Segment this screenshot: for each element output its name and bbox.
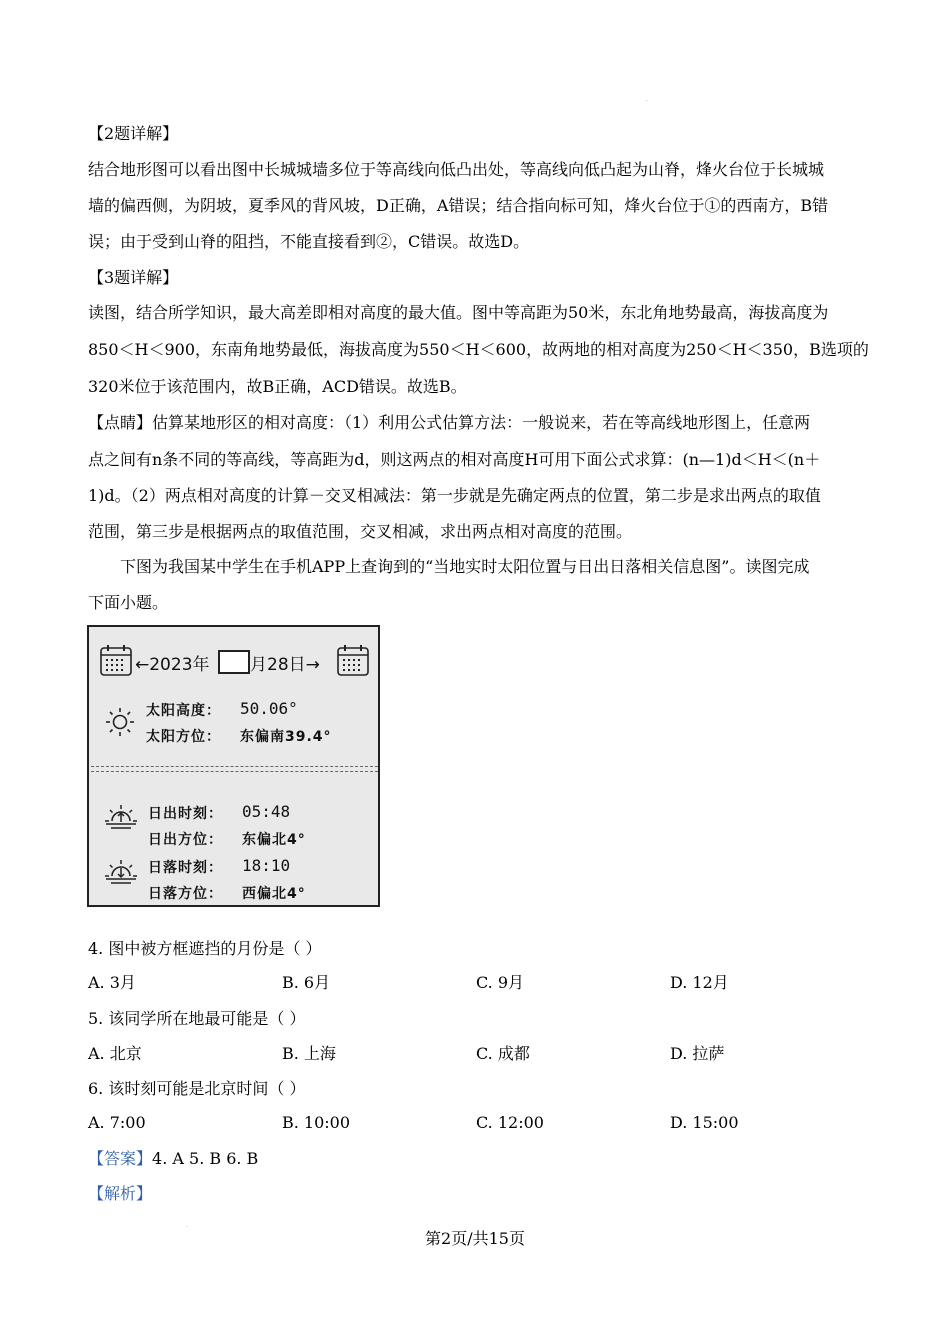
scan-speck: .	[186, 1222, 188, 1229]
tip-line-2: 点之间有n条不同的等高线，等高距为d，则这两点的相对高度H可用下面公式求算：(n—1)d＜H＜(n＋	[88, 450, 821, 469]
sunset-time-label: 日落时刻：	[148, 860, 223, 876]
q2-line-3: 误；由于受到山脊的阻挡，不能直接看到②，C错误。故选D。	[88, 232, 530, 251]
question-5-option-b: B. 上海	[282, 1044, 336, 1063]
sun-altitude-label: 太阳高度：	[146, 703, 221, 719]
intro-line-1: 下图为我国某中学生在手机APP上查询到的“当地实时太阳位置与日出日落相关信息图”。读图完成	[120, 557, 810, 576]
analysis-line	[88, 1184, 152, 1204]
question-6-option-b: B. 10:00	[282, 1113, 351, 1132]
tip-line-1: 【点睛】估算某地形区的相对高度：（1）利用公式估算方法：一般说来，若在等高线地形图上，任意两	[88, 413, 811, 432]
question-4-stem: 4. 图中被方框遮挡的月份是（ ）	[88, 939, 322, 958]
q2-line-2: 墙的偏西侧，为阴坡，夏季风的背风坡，D正确，A错误；结合指向标可知，烽火台位于①的西南方，B错	[88, 196, 829, 215]
question-4-option-c: C. 9月	[476, 973, 525, 992]
analysis-tag: 【解析】	[88, 1184, 153, 1203]
answer-line	[88, 1149, 258, 1169]
calendar-icon	[336, 643, 370, 677]
sun-azimuth-label: 太阳方位：	[146, 729, 221, 745]
q2-heading: 【2题详解】	[88, 124, 179, 143]
date-suffix: 月28日→	[250, 655, 320, 675]
sun-altitude-value: 50.06°	[240, 699, 298, 718]
question-6-option-c: C. 12:00	[476, 1113, 544, 1132]
sunrise-time-label: 日出时刻：	[148, 806, 223, 822]
sun-icon	[104, 706, 136, 738]
question-6-option-a: A. 7:00	[88, 1113, 146, 1132]
sunrise-icon	[103, 803, 139, 833]
sunrise-time-value: 05:48	[242, 802, 291, 821]
question-4-option-a: A. 3月	[88, 973, 136, 992]
q3-line-2: 850＜H＜900，东南角地势最低，海拔高度为550＜H＜600，故两地的相对高度为250＜H＜350，B选项的	[88, 340, 869, 359]
sunset-icon	[103, 858, 139, 888]
tip-line-3: 1)d。（2）两点相对高度的计算－交叉相减法：第一步就是先确定两点的位置，第二步是求出两点的取值	[88, 486, 821, 505]
page-footer: 第2页/共15页	[425, 1229, 525, 1248]
sunset-direction-label: 日落方位：	[148, 886, 223, 902]
question-5-option-d: D. 拉萨	[670, 1044, 725, 1063]
month-mask-box	[218, 650, 250, 674]
question-6-option-d: D. 15:00	[670, 1113, 739, 1132]
calendar-icon	[99, 643, 133, 677]
sunrise-direction-label: 日出方位：	[148, 832, 223, 848]
question-5-option-c: C. 成都	[476, 1044, 530, 1063]
sun-azimuth-value: 东偏南39.4°	[240, 729, 332, 745]
question-5-stem: 5. 该同学所在地最可能是（ ）	[88, 1009, 306, 1028]
q2-line-1: 结合地形图可以看出图中长城城墙多位于等高线向低凸出处，等高线向低凸起为山脊，烽火台位于长城城	[88, 160, 825, 179]
sunrise-direction-value: 东偏北4°	[242, 832, 306, 848]
sun-info-figure	[87, 625, 380, 907]
answer-text: 4. A 5. B 6. B	[152, 1149, 259, 1168]
tip-line-4: 范围，第三步是根据两点的取值范围，交叉相减，求出两点相对高度的范围。	[88, 522, 633, 541]
q3-line-3: 320米位于该范围内，故B正确，ACD错误。故选B。	[88, 377, 467, 396]
q3-line-1: 读图，结合所学知识，最大高差即相对高度的最大值。图中等高距为50米，东北角地势最高，海拔高度为	[88, 303, 829, 322]
question-5-option-a: A. 北京	[88, 1044, 142, 1063]
sunset-direction-value: 西偏北4°	[242, 886, 306, 902]
date-prefix: ←2023年	[135, 655, 210, 675]
scan-speck: .	[646, 96, 648, 103]
divider-dashed	[91, 771, 378, 772]
question-4-option-b: B. 6月	[282, 973, 331, 992]
answer-tag: 【答案】	[88, 1149, 153, 1168]
intro-line-2: 下面小题。	[88, 593, 169, 612]
sunset-time-value: 18:10	[242, 856, 291, 875]
q3-heading: 【3题详解】	[88, 268, 179, 287]
question-4-option-d: D. 12月	[670, 973, 729, 992]
divider-dashed	[91, 766, 378, 767]
question-6-stem: 6. 该时刻可能是北京时间（ ）	[88, 1079, 306, 1098]
